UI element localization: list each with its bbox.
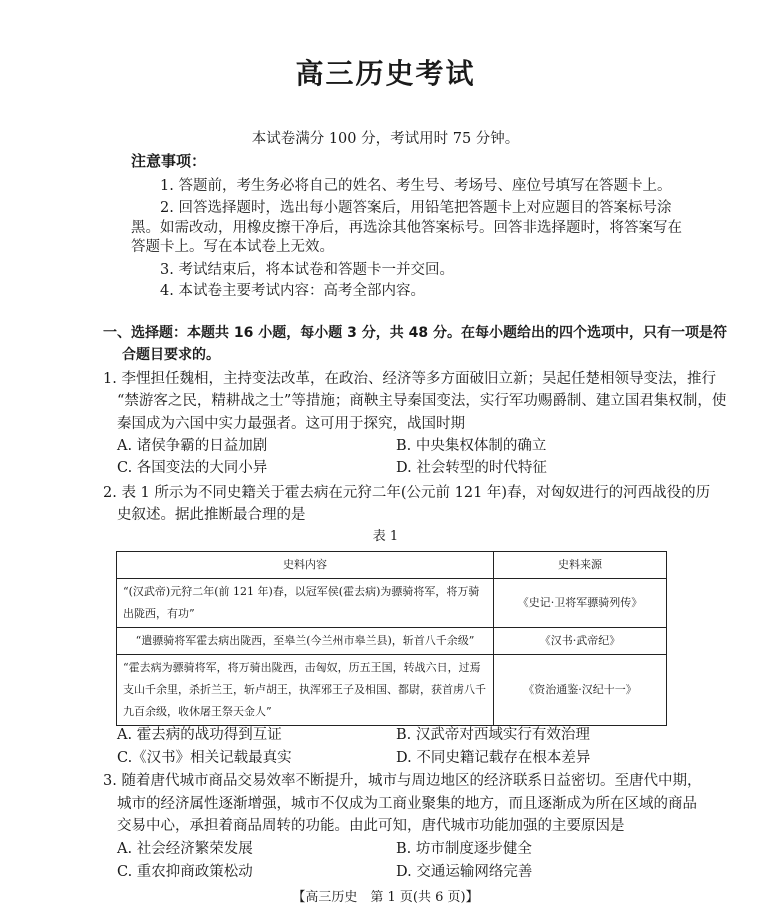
question-3-text: 3. 随着唐代城市商品交易效率不断提升，城市与周边地区的经济联系日益密切。至唐代中期， [103, 773, 702, 789]
page-title: 高三历史考试 [295, 57, 476, 90]
question-3-text: 交易中心，承担着商品周转的功能。由此可知，唐代城市功能加强的主要原因是 [117, 818, 625, 834]
notice-line: 4. 本试卷主要考试内容：高考全部内容。 [160, 283, 425, 299]
q2-option-d[interactable]: D. 不同史籍记载存在根本差异 [396, 750, 591, 766]
table-cell-source: 《汉书·武帝纪》 [494, 628, 667, 655]
question-2-text: 2. 表 1 所示为不同史籍关于霍去病在元狩二年(公元前 121 年)春，对匈奴进行的河西战役的历 [103, 485, 711, 501]
question-2-text: 史叙述。据此推断最合理的是 [117, 507, 306, 523]
section-heading: 合题目要求的。 [122, 347, 220, 363]
table-row [117, 628, 667, 655]
notice-heading: 注意事项： [131, 152, 207, 170]
table-cell-source: 《史记·卫将军骠骑列传》 [494, 579, 667, 628]
notice-line: 2. 回答选择题时，选出每小题答案后，用铅笔把答题卡上对应题目的答案标号涂 [160, 200, 672, 216]
q1-option-a[interactable]: A. 诸侯争霸的日益加剧 [117, 438, 268, 454]
q1-option-c[interactable]: C. 各国变法的大同小异 [117, 460, 268, 476]
table-cell-content: “(汉武帝)元狩二年(前 121 年)春，以冠军侯(霍去病)为骠骑将军，将万骑出陇西，有功” [117, 579, 494, 628]
q2-option-b[interactable]: B. 汉武帝对西域实行有效治理 [396, 727, 590, 743]
section-heading: 一、选择题：本题共 16 小题，每小题 3 分，共 48 分。在每小题给出的四个选项中，只有一项是符 [103, 325, 727, 341]
source-table [116, 551, 667, 726]
table-cell-content: “遣骠骑将军霍去病出陇西，至皋兰(今兰州市皋兰县)，斩首八千余级” [117, 628, 494, 655]
question-1-text: 秦国成为六国中实力最强者。这可用于探究，战国时期 [117, 416, 465, 432]
q2-option-a[interactable]: A. 霍去病的战功得到互证 [117, 727, 282, 743]
q3-option-c[interactable]: C. 重农抑商政策松动 [117, 864, 253, 880]
q2-option-c[interactable]: C.《汉书》相关记载最真实 [117, 750, 292, 766]
table-header: 史料内容 [117, 552, 494, 579]
q3-option-d[interactable]: D. 交通运输网络完善 [396, 864, 533, 880]
q1-option-b[interactable]: B. 中央集权体制的确立 [396, 438, 547, 454]
page-footer: 【高三历史 第 1 页(共 6 页)】 [292, 890, 479, 905]
notice-line: 答题卡上。写在本试卷上无效。 [131, 239, 334, 255]
q3-option-a[interactable]: A. 社会经济繁荣发展 [117, 841, 253, 857]
table-caption: 表 1 [372, 529, 399, 544]
table-cell-content: “霍去病为骠骑将军，将万骑出陇西，击匈奴，历五王国，转战六日，过焉支山千余里，杀折兰王，斩卢胡王，执浑邪王子及相国、都尉，获首虏八千九百余级，收休屠王祭天金人” [117, 655, 494, 726]
notice-line: 黑。如需改动，用橡皮擦干净后，再选涂其他答案标号。回答非选择题时，将答案写在 [131, 220, 682, 236]
question-1-text: 1. 李悝担任魏相，主持变法改革，在政治、经济等多方面破旧立新；吴起任楚相领导变法，推行 [103, 371, 716, 387]
question-1-text: “禁游客之民，精耕战之士”等措施；商鞅主导秦国变法，实行军功赐爵制、建立国君集权制，使 [117, 393, 727, 409]
table-row [117, 579, 667, 628]
q3-option-b[interactable]: B. 坊市制度逐步健全 [396, 841, 532, 857]
question-3-text: 城市的经济属性逐渐增强，城市不仅成为工商业聚集的地方，而且逐渐成为所在区域的商品 [117, 796, 697, 812]
table-header: 史料来源 [494, 552, 667, 579]
table-cell-source: 《资治通鉴·汉纪十一》 [494, 655, 667, 726]
notice-line: 1. 答题前，考生务必将自己的姓名、考生号、考场号、座位号填写在答题卡上。 [160, 178, 672, 194]
table-header-row [117, 552, 667, 579]
q1-option-d[interactable]: D. 社会转型的时代特征 [396, 460, 547, 476]
notice-line: 3. 考试结束后，将本试卷和答题卡一并交回。 [160, 262, 454, 278]
table-row [117, 655, 667, 726]
exam-info: 本试卷满分 100 分，考试用时 75 分钟。 [251, 131, 520, 147]
